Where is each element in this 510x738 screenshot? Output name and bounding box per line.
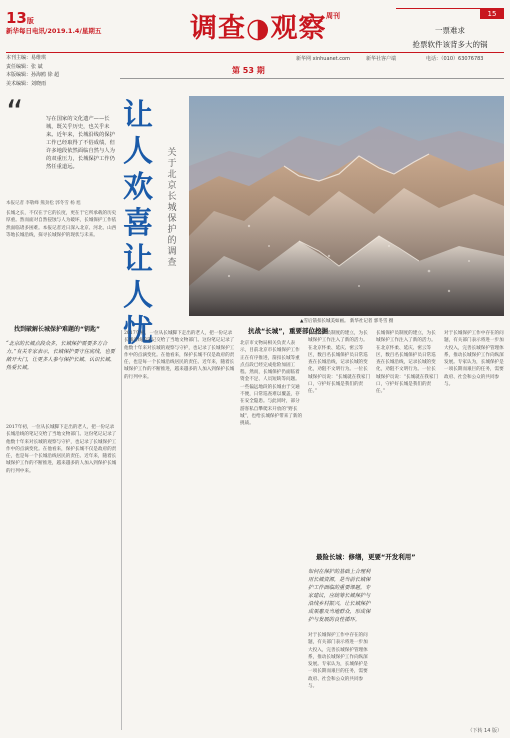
promo-headline-2: 抢票软件该背多大的锅 [412, 40, 488, 49]
column-4-body: 长城保护员制度的建立，为长城保护工作注入了新的活力。在北京怀柔、延庆、密云等区，数百名长城保护员日常巡查在长城沿线，记录长城的变化，劝阻不文明行为。一位长城保护员说：“长城就在我家门口，守护好长城是我们的责任。” [308, 331, 371, 395]
staff-line: 责任编辑：张 斌 [6, 63, 43, 70]
continued-note: （下转 14 版） [467, 728, 502, 734]
page-number-suffix: 版 [26, 17, 34, 25]
promo-box[interactable] [396, 8, 504, 48]
paper-date: 新华每日电讯/2019.1.4/星期五 [6, 27, 102, 35]
column-4-lower: 对于长城保护工作中存在的问题，有关部门表示将进一步加大投入，完善长城保护管理体系，推动长城保护工作向纵深发展。专家认为，长城保护是一项长期而艰巨的任务，需要政府、社会和公众的共同参与。 [308, 633, 368, 690]
column-2-body: 2017年初，一位从长城脚下走出的老人，把一份记录长城沿线的笔记交给了当地文物部门。这份笔记记录了他数十年来对长城的观察与守护，也记录了长城保护工作中的点滴变化。在他看来，保护长城不仅是政府的责任，也是每一个长城沿线居民的责任。近年来，随着长城保护工作的不断推进，越来越多的人加入到保护长城的行列中来。 [124, 331, 235, 380]
masthead-subtitle: 周刊 [326, 12, 340, 20]
headline-char: 欢 [123, 170, 153, 205]
photo-caption: ▲雪后箭扣长城美如画。 新华社记者 郭冬雪 摄 [300, 319, 394, 324]
byline: 本报记者 李敬峰 熊劲松 郭冬雪 杨 旭 [6, 201, 81, 206]
app-label: 新华社客户端 [366, 56, 397, 62]
page-number-value: 13 [6, 9, 27, 27]
issue-rule [120, 78, 504, 79]
page-number [6, 8, 34, 27]
promo-page-badge: 15 [480, 9, 504, 19]
phone-label: 电话：（010）63076783 [426, 56, 484, 62]
section-heading-repair: 最险长城：修缮，更要“开发利用” [316, 553, 416, 561]
header-rule [6, 52, 504, 53]
great-wall-photo [189, 96, 504, 316]
lead-quote: 写在国家的文化遗产——长城，既关乎历史，也关乎未来。近年来，长城沿线的保护工作已经取得了不俗成绩，但许多地段依然面临自然与人为的双重压力，长城保护工作仍然任重道远。 [46, 116, 115, 170]
masthead-title: 调查◑观察 [190, 13, 327, 44]
headline-char: 让 [123, 98, 153, 133]
promo-headline-1: 一票难求 [435, 26, 465, 35]
headline-char: 人 [123, 278, 153, 313]
issue-number: 第 53 期 [232, 66, 265, 75]
staff-credits [6, 54, 59, 88]
mountain-landscape-image [189, 96, 504, 316]
repair-intro: 如何在保护的基础上合理利用长城资源，是当前长城保护工作面临的重要课题。专家建议，应统筹长城保护与沿线乡村振兴，让长城保护成果惠及当地群众，形成保护与发展的良性循环。 [308, 569, 371, 623]
staff-line: 美术编辑：刘晓雨 [6, 80, 47, 87]
column-1-body: 2017年初，一位从长城脚下走出的老人，把一份记录长城沿线的笔记交给了当地文物部门。这份笔记记录了他数十年来对长城的观察与守护，也记录了长城保护工作中的点滴变化。在他看来，保护长城不仅是政府的责任，也是每一个长城沿线居民的责任。近年来，随着长城保护工作的不断推进，越来越多的人加入到保护长城的行列中来。 [6, 425, 117, 474]
headline-char: 喜 [123, 206, 153, 241]
quote-mark-icon: “ [6, 93, 24, 133]
headline-char: 让 [123, 242, 153, 277]
column-3-body: 北京市文物局相关负责人表示，目前北京市长城保护工作正在有序推进，箭扣长城等重点点段已经完成抢险加固工程。然而，长城保护仍面临着资金不足、人员短缺等问题。一些偏远地段的长城由于交通不便，日常巡查难以覆盖，存在安全隐患。与此同时，部分游客私自攀爬未开放的“野长城”，也给长城保护带来了新的挑战。 [240, 341, 303, 427]
headline-char: 忧 [123, 314, 153, 349]
headline [121, 98, 155, 350]
column-divider [121, 330, 122, 730]
column-6-body: 对于长城保护工作中存在的问题，有关部门表示将进一步加大投入，完善长城保护管理体系，推动长城保护工作向纵深发展。专家认为，长城保护是一项长期而艰巨的任务，需要政府、社会和公众的共同参与。 [444, 331, 504, 388]
staff-line: 本刊主编：易维琪 [6, 55, 47, 61]
italic-intro: “北京的长城点段众多，长城保护需要多方合力。”有关专家表示，长城保护要守住底线，也要敞开大门，让更多人参与保护长城、认识长城、热爱长城。 [6, 341, 115, 371]
staff-line: 本版编辑：孙海鸥 徐 超 [6, 72, 60, 78]
headline-subtitle: 关于北京长城保护的调查 [167, 148, 177, 268]
section-heading-dig: 抗战“长城”，重要部位挖掘 [248, 327, 329, 335]
column-5-body: 长城保护员制度的建立，为长城保护工作注入了新的活力。在北京怀柔、延庆、密云等区，数百名长城保护员日常巡查在长城沿线，记录长城的变化，劝阻不文明行为。一位长城保护员说：“长城就在我家门口，守护好长城是我们的责任。” [376, 331, 439, 395]
intro-paragraph: 长城之长，不仅在于它的长度，更在于它所承载的历史厚重。然而面对自然侵蚀与人为破坏，长城保护工作依然面临诸多困难。本报记者近日深入北京、河北、山西等地长城沿线，探寻长城保护的现状与未来。 [6, 211, 117, 238]
contact-row [6, 55, 504, 64]
site-label: 新华网 xinhuanet.com [296, 56, 350, 62]
headline-char: 人 [123, 134, 153, 169]
section-heading-keys: 找到破解长城保护难题的“钥匙” [14, 326, 100, 333]
